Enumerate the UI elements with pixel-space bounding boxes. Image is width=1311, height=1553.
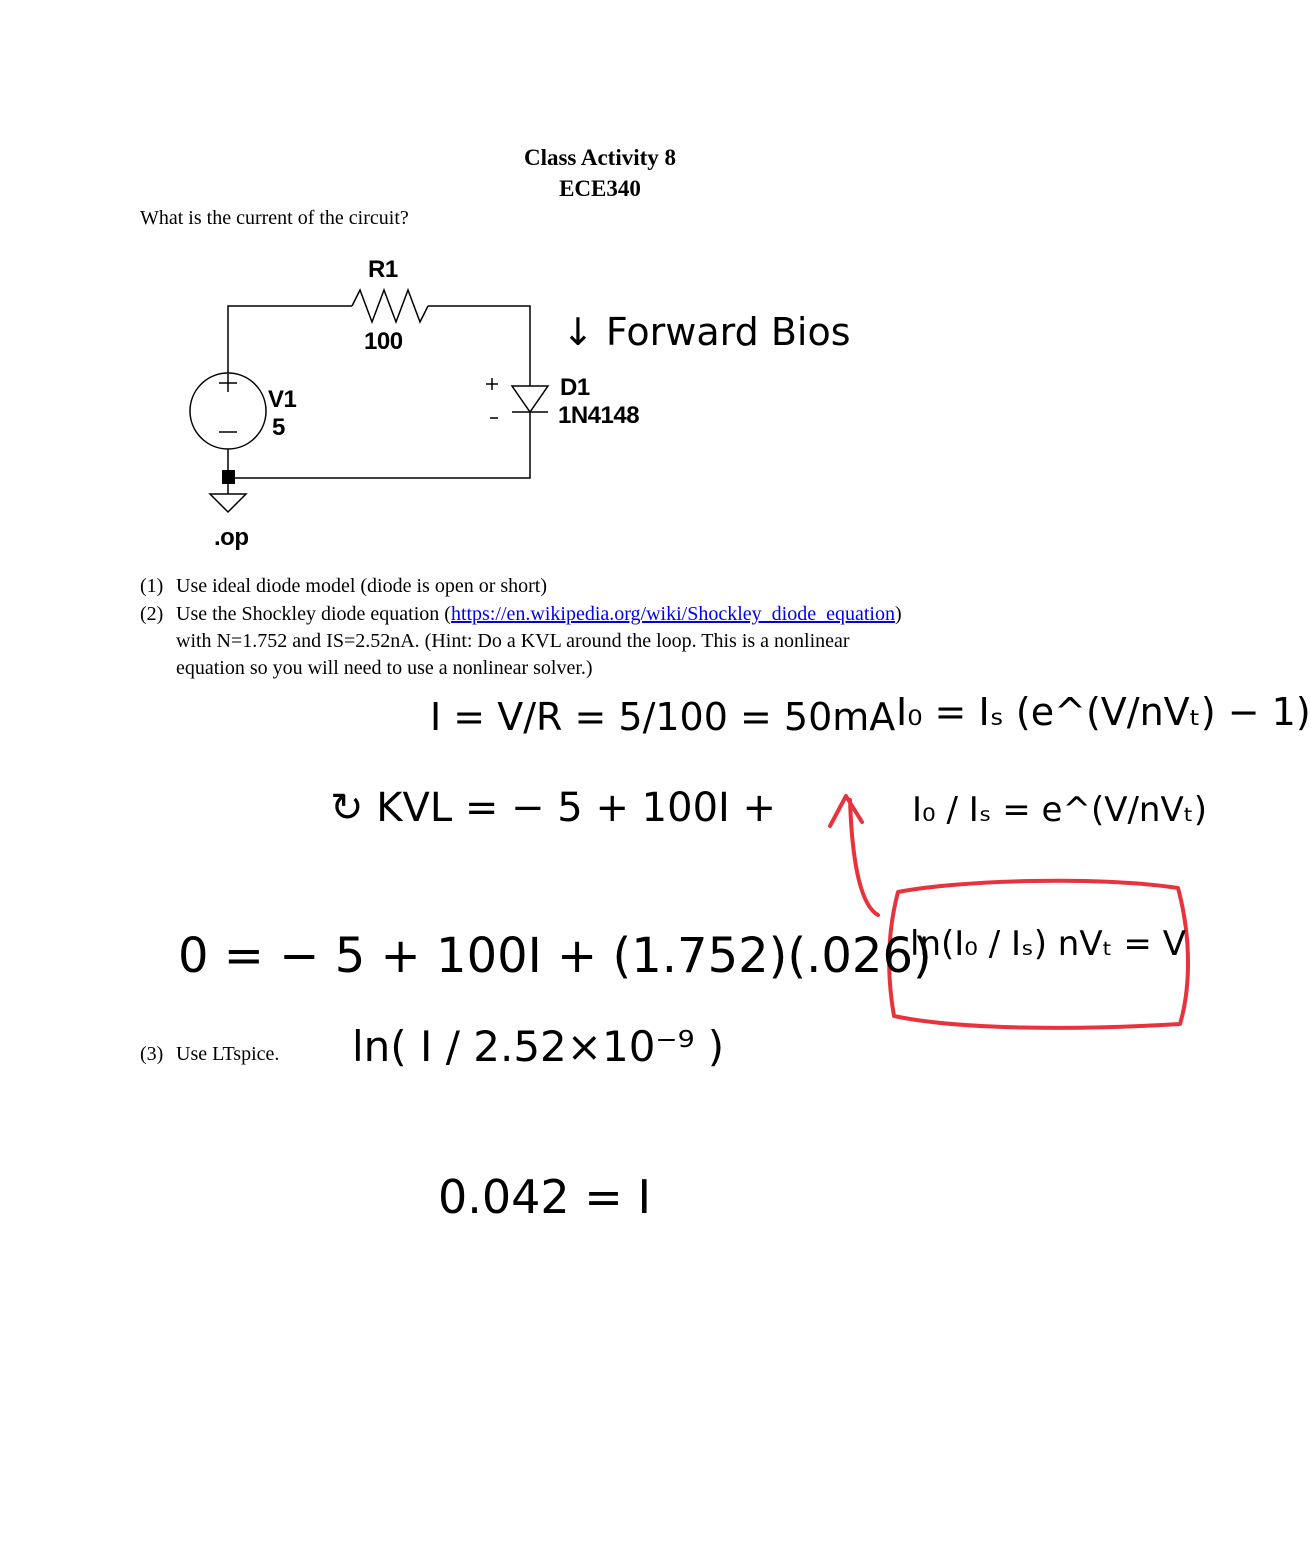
handwritten-answer: 0.042 = I <box>438 1170 652 1224</box>
source-name: V1 <box>268 386 297 413</box>
handwritten-shockley-equation: I₀ = Iₛ (e^(V/nVₜ) − 1) <box>896 690 1311 734</box>
source-value: 5 <box>272 414 285 441</box>
resistor-value: 100 <box>364 328 403 355</box>
handwritten-bias-note: ↓ Forward Bios <box>562 310 851 354</box>
diode-model: 1N4148 <box>558 402 640 429</box>
handwritten-ratio-equation: I₀ / Iₛ = e^(V/nVₜ) <box>912 790 1208 830</box>
course-code: ECE340 <box>559 176 641 201</box>
task-2-line3: equation so you will need to use a nonlinear solver.) <box>176 657 593 679</box>
task-3: (3) Use LTspice. <box>140 1043 280 1065</box>
diode-name: D1 <box>560 374 590 401</box>
handwritten-log-equation: ln(I₀ / Iₛ) nVₜ = V <box>910 924 1186 964</box>
task-2: (2) Use the Shockley diode equation (https://en.wikipedia.org/wiki/Shockley_diode_equation) <box>140 603 902 625</box>
task-2-line2: with N=1.752 and IS=2.52nA. (Hint: Do a KVL around the loop. This is a nonlinear <box>176 630 850 652</box>
handwritten-kvl: ↻ KVL = − 5 + 100I + <box>330 785 777 831</box>
handwritten-main-equation: 0 = − 5 + 100I + (1.752)(.026) <box>178 928 932 984</box>
handwritten-ideal-equation: I = V/R = 5/100 = 50mA <box>430 695 896 739</box>
red-arrow <box>830 796 878 915</box>
handwritten-ln-term: ln( I / 2.52×10⁻⁹ ) <box>352 1022 725 1071</box>
resistor-name: R1 <box>368 256 398 283</box>
question-text: What is the current of the circuit? <box>140 207 409 229</box>
task-1: (1) Use ideal diode model (diode is open or short) <box>140 575 548 597</box>
document-title: Class Activity 8 <box>523 145 677 170</box>
shockley-wiki-link[interactable]: https://en.wikipedia.org/wiki/Shockley_diode_equation <box>450 603 895 625</box>
spice-directive: .op <box>214 524 249 551</box>
